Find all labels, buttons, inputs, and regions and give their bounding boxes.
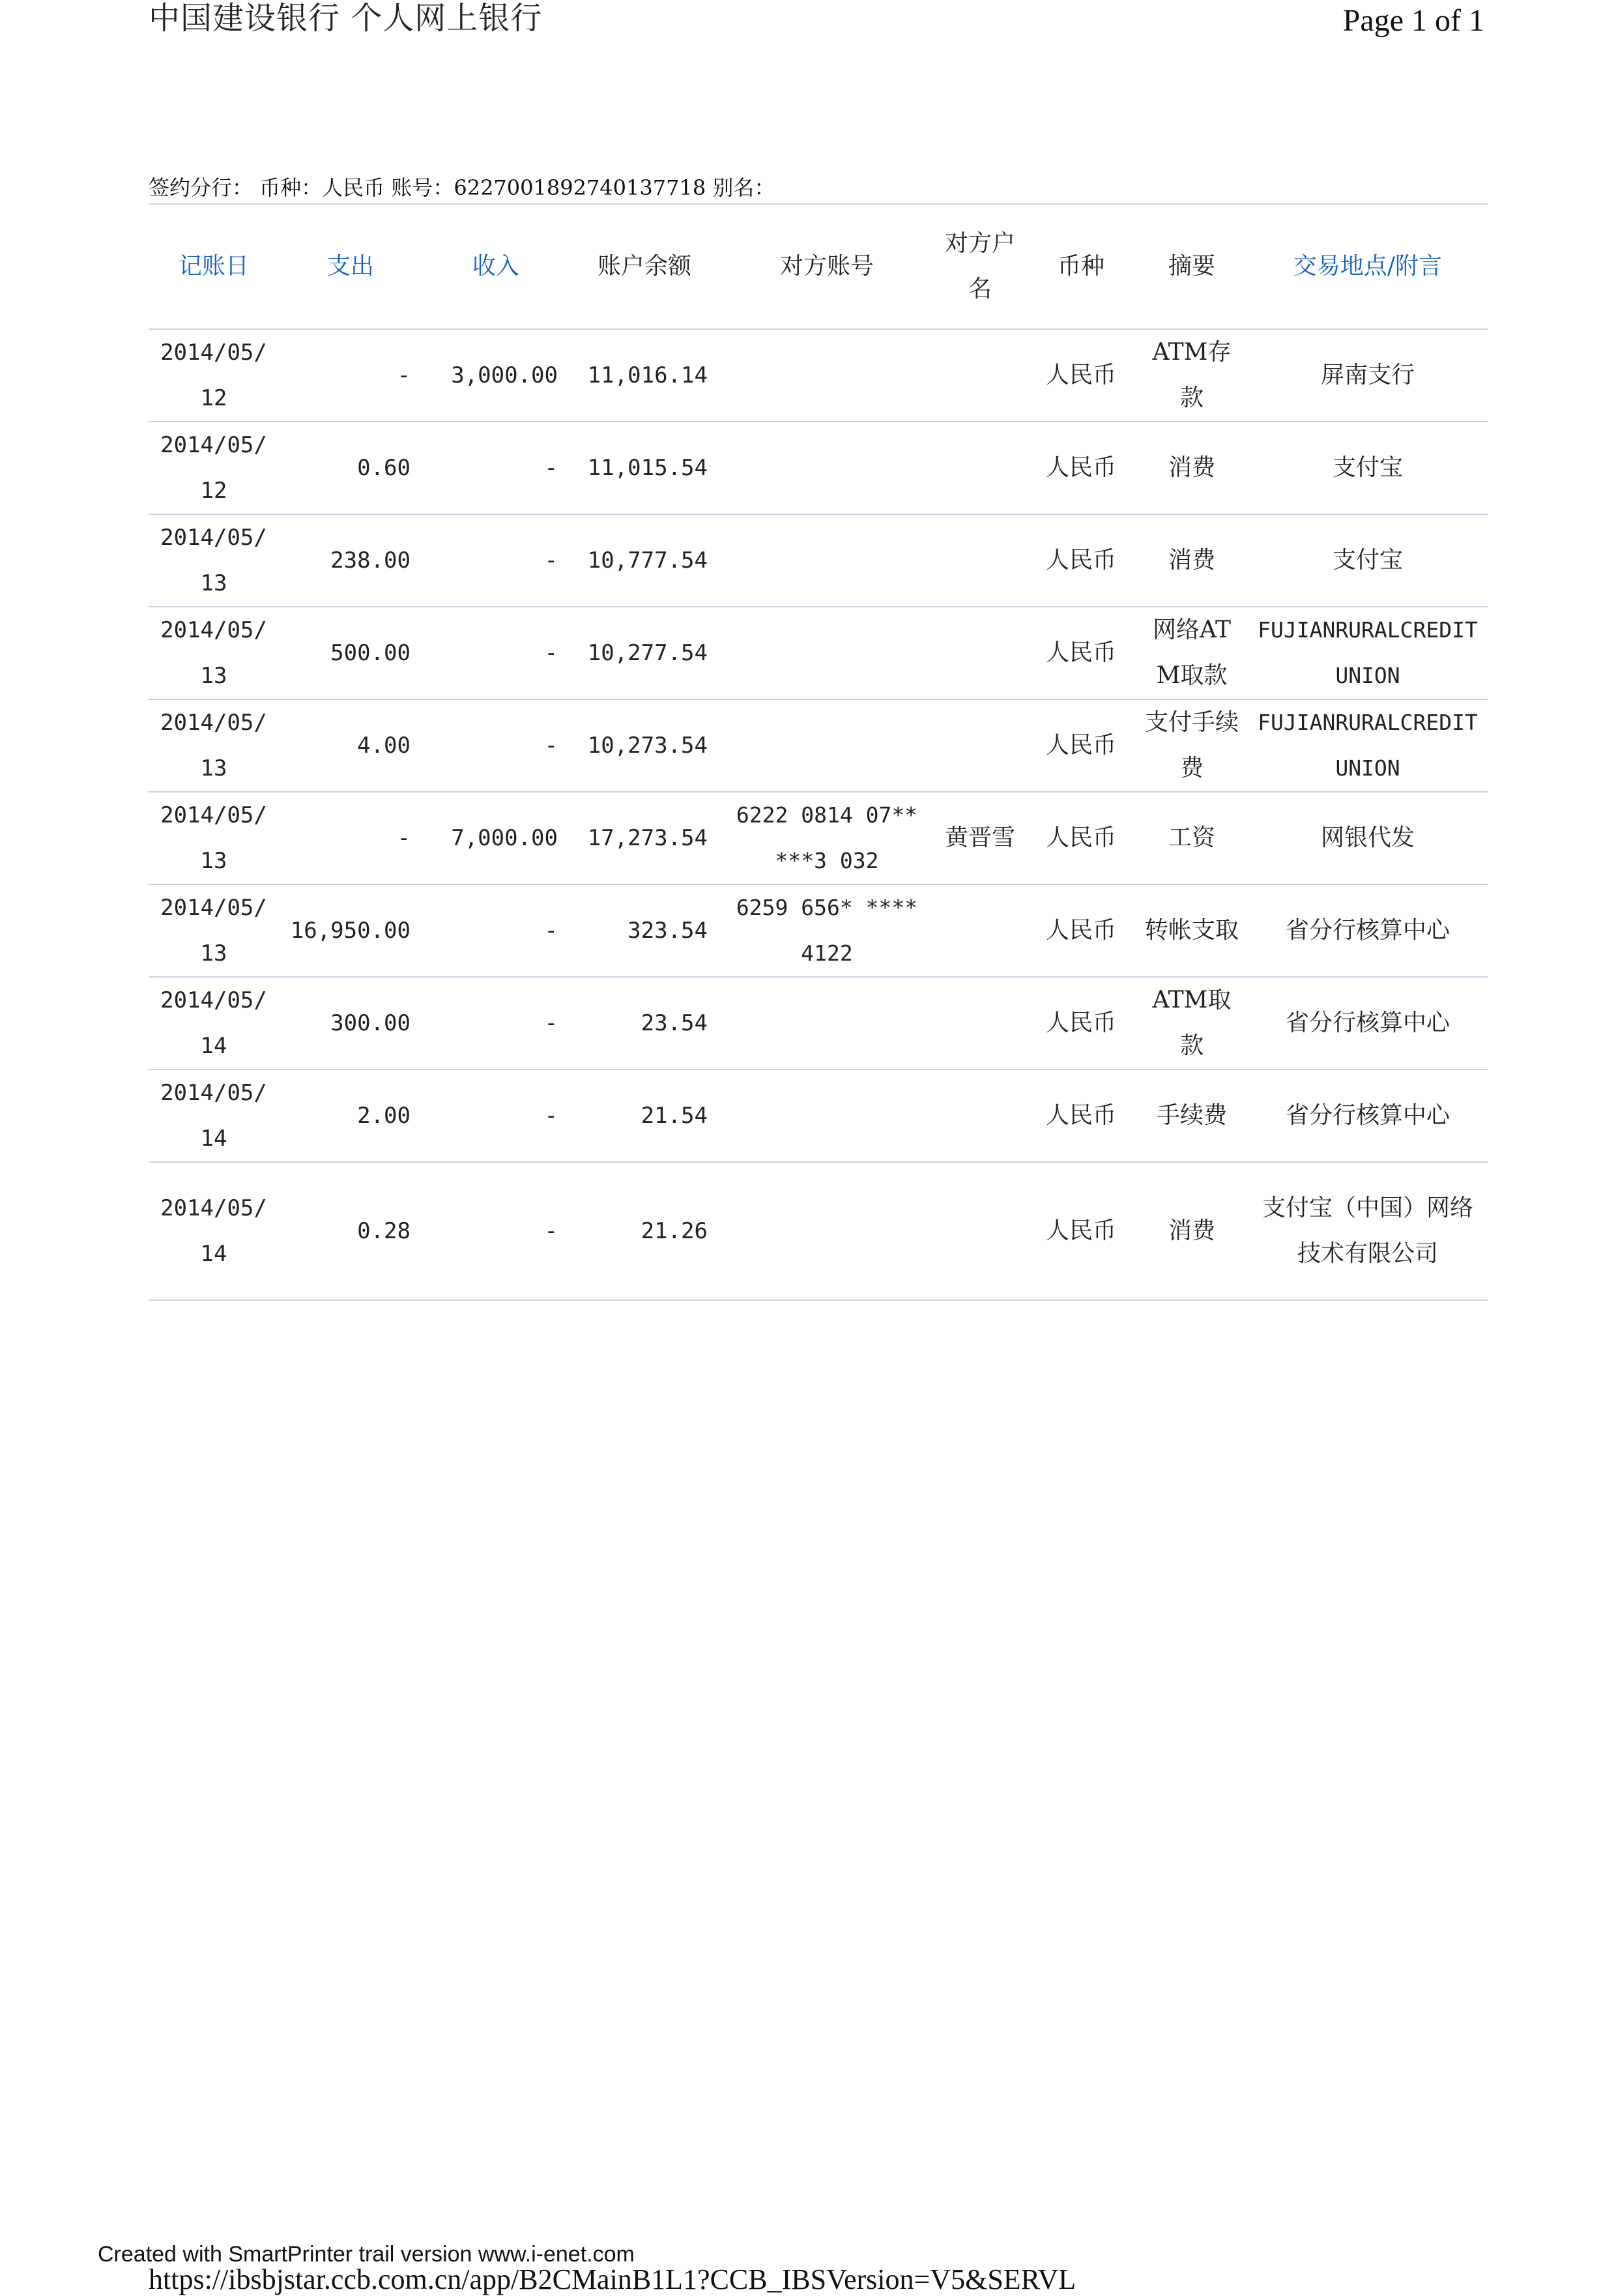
cell-location: 省分行核算中心 [1247, 884, 1488, 977]
cell-counter-account [719, 607, 934, 699]
table-row [149, 884, 1488, 977]
cell-counter-account [719, 514, 934, 607]
cell-memo: 手续费 [1136, 1069, 1247, 1162]
page-indicator: Page 1 of 1 [1342, 3, 1484, 38]
cell-balance: 11,015.54 [570, 422, 719, 514]
cell-date: 2014/05/13 [149, 607, 279, 699]
cell-date: 2014/05/14 [149, 977, 279, 1069]
table-row [149, 977, 1488, 1069]
col-header-currency: 币种 [1026, 204, 1136, 329]
cell-date: 2014/05/14 [149, 1069, 279, 1162]
table-row [149, 514, 1488, 607]
cell-date: 2014/05/13 [149, 792, 279, 884]
cell-memo: 支付手续费 [1136, 699, 1247, 792]
cell-currency: 人民币 [1026, 329, 1136, 422]
cell-counter-name [934, 329, 1026, 422]
bank-title: 中国建设银行 个人网上银行 [149, 0, 543, 36]
cell-counter-name [934, 884, 1026, 977]
cell-income: - [422, 514, 570, 607]
cell-income: - [422, 1069, 570, 1162]
table-row [149, 699, 1488, 792]
cell-expense: - [279, 329, 422, 422]
cell-date: 2014/05/12 [149, 422, 279, 514]
cell-counter-account [719, 699, 934, 792]
cell-memo: 网络ATM取款 [1136, 607, 1247, 699]
col-header-expense[interactable]: 支出 [279, 204, 422, 329]
col-header-balance: 账户余额 [570, 204, 719, 329]
cell-location: 支付宝（中国）网络技术有限公司 [1247, 1162, 1488, 1300]
cell-memo: 消费 [1136, 514, 1247, 607]
col-header-memo: 摘要 [1136, 204, 1247, 329]
cell-counter-name [934, 607, 1026, 699]
cell-location: 支付宝 [1247, 422, 1488, 514]
cell-counter-account [719, 329, 934, 422]
cell-expense: 16,950.00 [279, 884, 422, 977]
cell-counter-account: 6222 0814 07** ***3 032 [719, 792, 934, 884]
table-row [149, 792, 1488, 884]
cell-location: 省分行核算中心 [1247, 1069, 1488, 1162]
cell-counter-name [934, 1069, 1026, 1162]
cell-expense: - [279, 792, 422, 884]
cell-expense: 500.00 [279, 607, 422, 699]
col-header-income[interactable]: 收入 [422, 204, 570, 329]
cell-location: 屏南支行 [1247, 329, 1488, 422]
cell-date: 2014/05/14 [149, 1162, 279, 1300]
cell-counter-name [934, 1162, 1026, 1300]
cell-memo: 转帐支取 [1136, 884, 1247, 977]
cell-currency: 人民币 [1026, 514, 1136, 607]
cell-currency: 人民币 [1026, 1069, 1136, 1162]
cell-counter-name [934, 977, 1026, 1069]
smartprinter-footer: Created with SmartPrinter trail version www.i-enet.com [98, 2242, 635, 2267]
col-header-date[interactable]: 记账日 [149, 204, 279, 329]
account-info-line: 签约分行： 币种：人民币 账号：6227001892740137718 别名： [149, 175, 775, 200]
cell-income: - [422, 607, 570, 699]
cell-location: FUJIANRURALCREDITUNION [1247, 699, 1488, 792]
cell-counter-account [719, 1162, 934, 1300]
cell-counter-account [719, 1069, 934, 1162]
cell-balance: 17,273.54 [570, 792, 719, 884]
cell-memo: 消费 [1136, 422, 1247, 514]
transaction-table [149, 203, 1488, 1301]
cell-counter-name [934, 422, 1026, 514]
cell-balance: 10,777.54 [570, 514, 719, 607]
cell-counter-account [719, 977, 934, 1069]
cell-balance: 21.26 [570, 1162, 719, 1300]
cell-location: 网银代发 [1247, 792, 1488, 884]
cell-income: - [422, 977, 570, 1069]
cell-date: 2014/05/13 [149, 884, 279, 977]
cell-memo: ATM取款 [1136, 977, 1247, 1069]
cell-expense: 0.60 [279, 422, 422, 514]
cell-expense: 4.00 [279, 699, 422, 792]
table-row [149, 1069, 1488, 1162]
cell-income: 3,000.00 [422, 329, 570, 422]
cell-currency: 人民币 [1026, 1162, 1136, 1300]
cell-expense: 2.00 [279, 1069, 422, 1162]
table-header-row [149, 204, 1488, 329]
cell-balance: 11,016.14 [570, 329, 719, 422]
cell-location: 支付宝 [1247, 514, 1488, 607]
cell-currency: 人民币 [1026, 607, 1136, 699]
cell-memo: ATM存款 [1136, 329, 1247, 422]
table-row [149, 1162, 1488, 1300]
cell-counter-name [934, 514, 1026, 607]
col-header-counter-name: 对方户名 [934, 204, 1026, 329]
col-header-location[interactable]: 交易地点/附言 [1247, 204, 1488, 329]
cell-location: 省分行核算中心 [1247, 977, 1488, 1069]
cell-date: 2014/05/13 [149, 699, 279, 792]
cell-location: FUJIANRURALCREDITUNION [1247, 607, 1488, 699]
cell-income: - [422, 884, 570, 977]
page-url-footer: https://ibsbjstar.ccb.com.cn/app/B2CMainB1L1?CCB_IBSVersion=V5&SERVL [149, 2263, 1076, 2295]
cell-counter-name: 黄晋雪 [934, 792, 1026, 884]
cell-currency: 人民币 [1026, 792, 1136, 884]
cell-balance: 10,277.54 [570, 607, 719, 699]
cell-date: 2014/05/13 [149, 514, 279, 607]
cell-income: 7,000.00 [422, 792, 570, 884]
cell-expense: 238.00 [279, 514, 422, 607]
cell-currency: 人民币 [1026, 422, 1136, 514]
cell-counter-account [719, 422, 934, 514]
col-header-counter-account: 对方账号 [719, 204, 934, 329]
cell-currency: 人民币 [1026, 699, 1136, 792]
cell-balance: 10,273.54 [570, 699, 719, 792]
cell-counter-name [934, 699, 1026, 792]
cell-expense: 0.28 [279, 1162, 422, 1300]
cell-balance: 21.54 [570, 1069, 719, 1162]
table-row [149, 422, 1488, 514]
table-row [149, 329, 1488, 422]
cell-balance: 23.54 [570, 977, 719, 1069]
cell-memo: 工资 [1136, 792, 1247, 884]
cell-income: - [422, 699, 570, 792]
cell-date: 2014/05/12 [149, 329, 279, 422]
table-row [149, 607, 1488, 699]
cell-income: - [422, 422, 570, 514]
cell-memo: 消费 [1136, 1162, 1247, 1300]
cell-currency: 人民币 [1026, 884, 1136, 977]
cell-counter-account: 6259 656* **** 4122 [719, 884, 934, 977]
cell-income: - [422, 1162, 570, 1300]
cell-expense: 300.00 [279, 977, 422, 1069]
cell-currency: 人民币 [1026, 977, 1136, 1069]
cell-balance: 323.54 [570, 884, 719, 977]
